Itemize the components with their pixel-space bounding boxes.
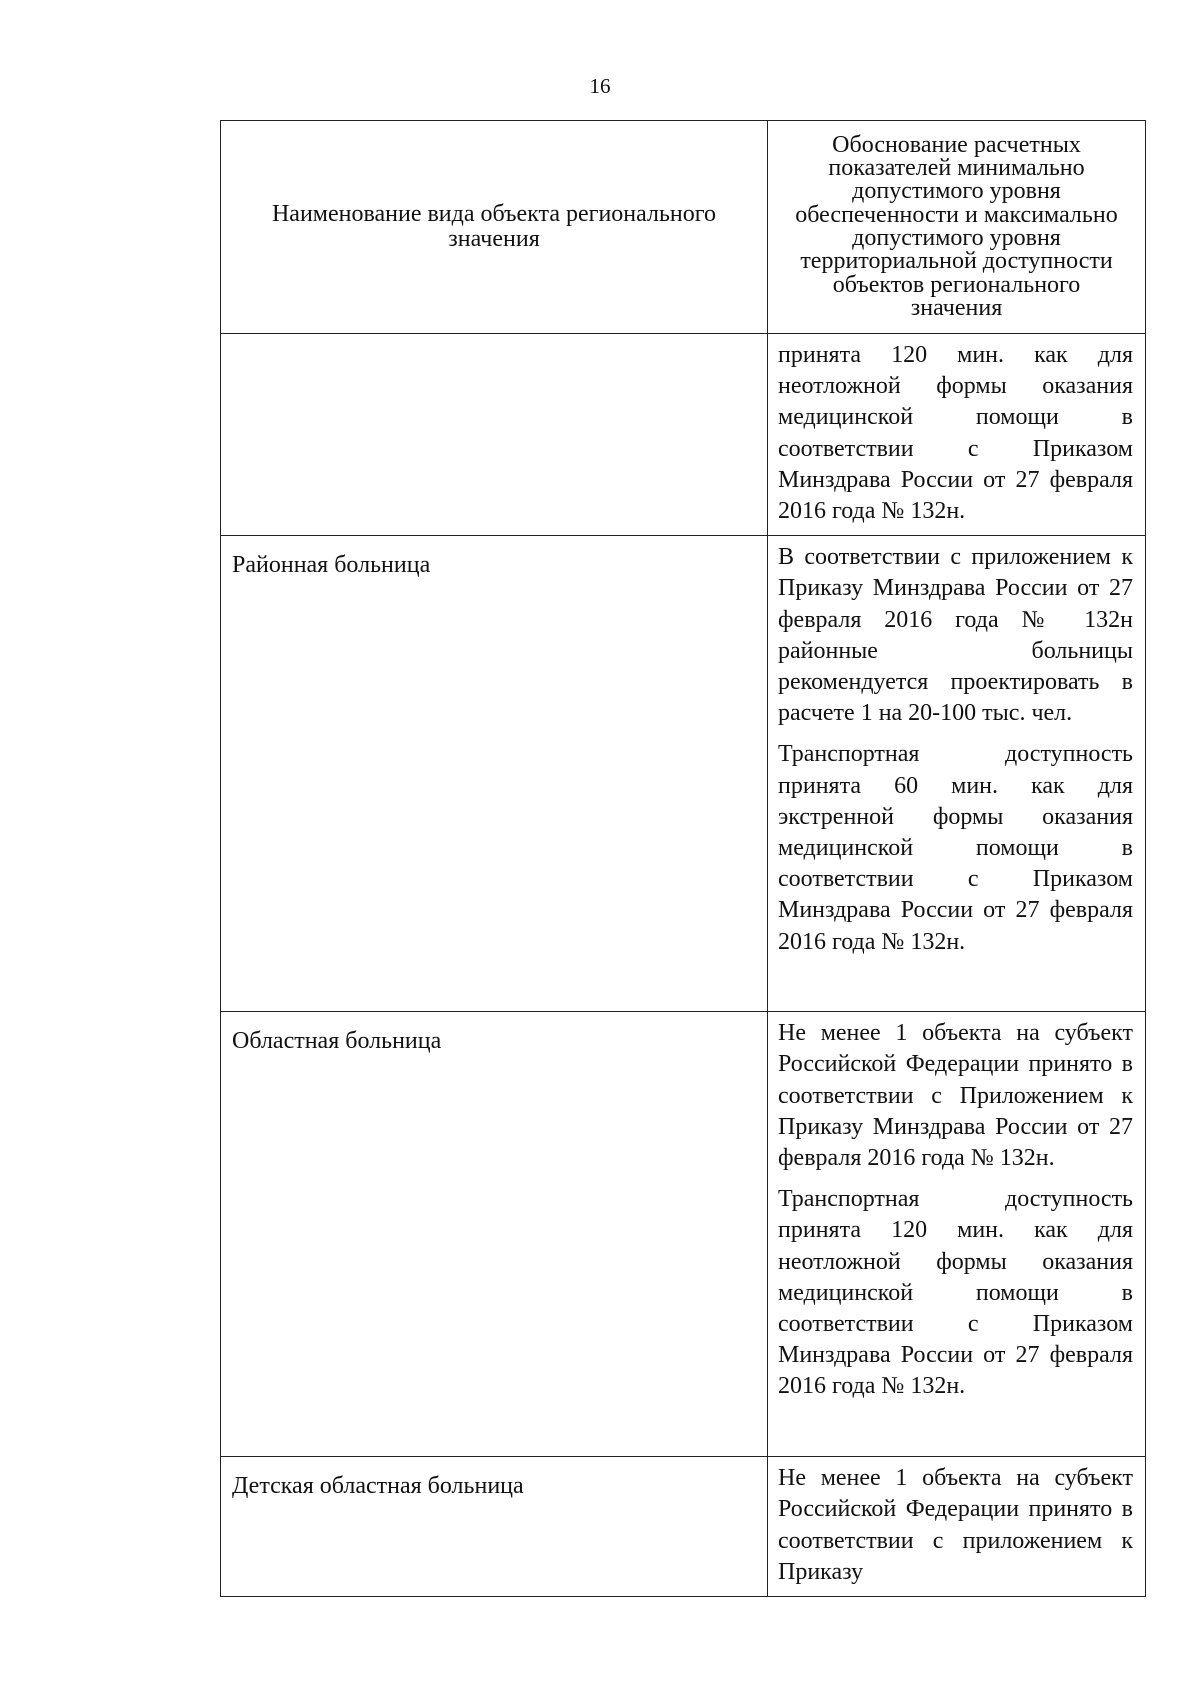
row-justification bbox=[768, 1457, 1146, 1597]
table-row bbox=[221, 1012, 1146, 1457]
row-object-name: Районная больница bbox=[221, 536, 768, 1012]
row-object-name: Детская областная больница bbox=[221, 1457, 768, 1597]
row-object-name: Областная больница bbox=[221, 1012, 768, 1457]
table-row bbox=[221, 1457, 1146, 1597]
table-header-row bbox=[221, 121, 1146, 334]
header-object-type: Наименование вида объекта регионального значения bbox=[221, 121, 768, 334]
table-row bbox=[221, 334, 1146, 536]
row-justification bbox=[768, 1012, 1146, 1457]
regional-objects-table bbox=[220, 120, 1146, 1597]
table-row bbox=[221, 536, 1146, 1012]
justification-paragraph: Транспортная доступность принята 60 мин. как для экстренной формы оказания медицинской помощи в соответствии с Приказом Минздрава России от 27 февраля 2016 года № 132н. bbox=[778, 741, 1133, 955]
row-justification bbox=[768, 536, 1146, 1012]
justification-paragraph: В соответствии с приложением к Приказу Минздрава России от 27 февраля 2016 года № 132н районные больницы рекомендуется проектировать в расчете 1 на 20-100 тыс. чел. bbox=[778, 544, 1133, 727]
justification-paragraph: Не менее 1 объекта на субъект Российской Федерации принято в соответствии с Приложением к Приказу Минздрава России от 27 февраля 2016 года № 132н. bbox=[778, 1020, 1133, 1172]
justification-paragraph: принята 120 мин. как для неотложной формы оказания медицинской помощи в соответствии с Приказом Минздрава России от 27 февраля 2016 года № 132н. bbox=[778, 342, 1133, 525]
justification-paragraph: Не менее 1 объекта на субъект Российской Федерации принято в соответствии с приложением к Приказу bbox=[778, 1465, 1133, 1585]
row-object-name bbox=[221, 334, 768, 536]
row-justification bbox=[768, 334, 1146, 536]
page-number: 16 bbox=[589, 74, 611, 98]
justification-paragraph: Транспортная доступность принята 120 мин. как для неотложной формы оказания медицинской помощи в соответствии с Приказом Минздрава России от 27 февраля 2016 года № 132н. bbox=[778, 1186, 1133, 1400]
header-justification: Обоснование расчетных показателей минимально допустимого уровня обеспеченности и максимально допустимого уровня территориальной доступности объектов регионального значения bbox=[768, 121, 1146, 334]
